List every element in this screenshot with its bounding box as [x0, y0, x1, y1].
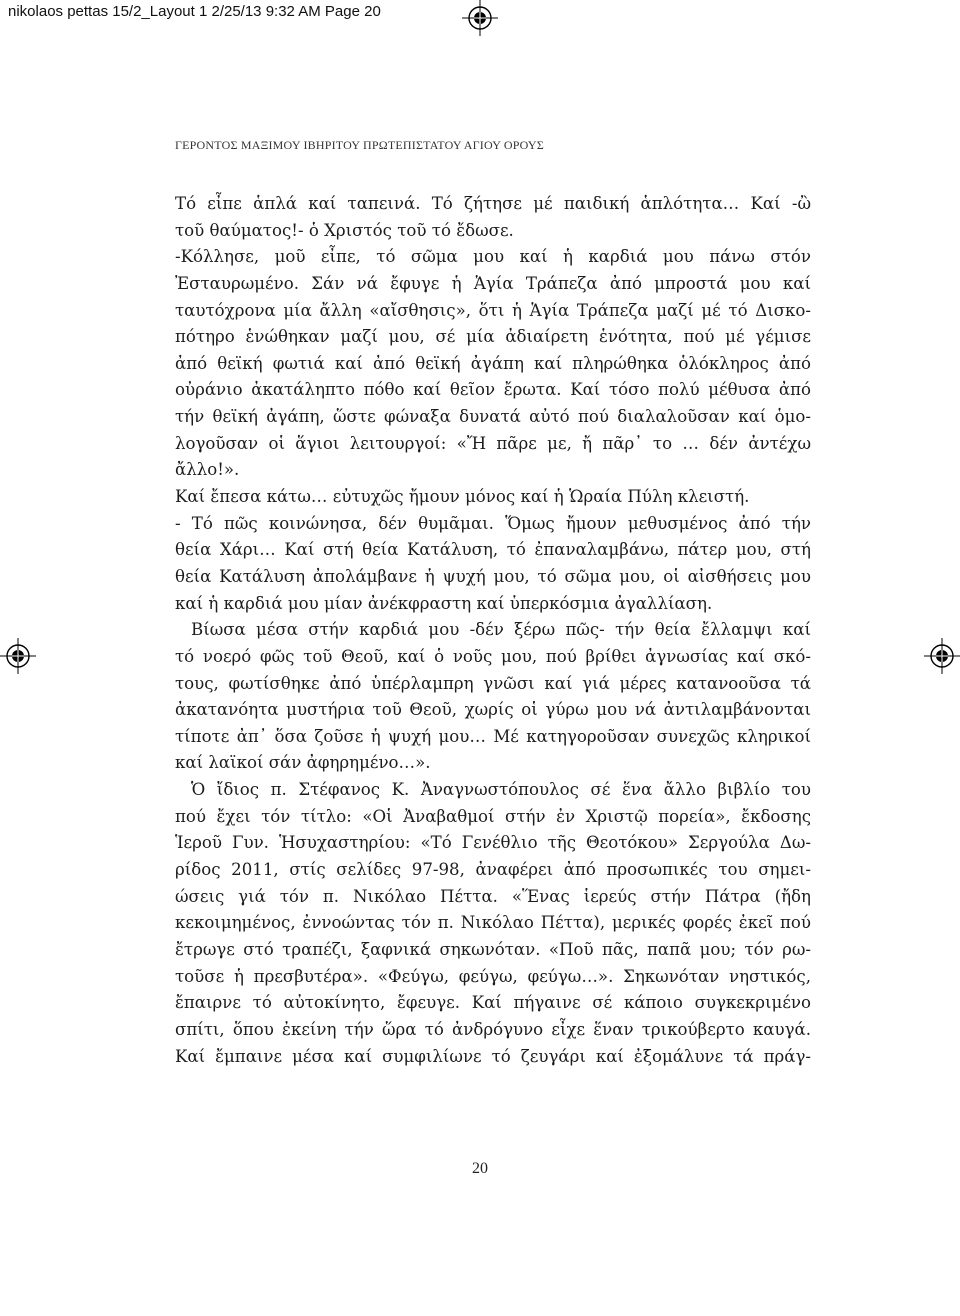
text-line: καί λαϊκοί σάν ἀφηρημένο…». — [175, 753, 431, 773]
text-line: οὐράνιο ἀκατάληπτο πόθο καί θεῖον ἔρωτα. Καί τόσο πολύ μέθυσα ἀπό — [175, 380, 811, 400]
text-line: θεία Χάρι… Καί στή θεία Κατάλυση, τό ἐπαναλαμβάνω, πάτερ μου, στή — [175, 540, 811, 560]
text-line: σπίτι, ὅπου ἐκείνη τήν ὥρα τό ἀνδρόγυνο εἶχε ἕναν τρικούβερτο καυγά. — [175, 1019, 811, 1039]
registration-mark-icon — [462, 0, 498, 36]
text-line: πότηρο ἑνώθηκαν μαζί μου, σέ μία ἀδιαίρετη ἑνότητα, πού μέ γέμισε — [175, 327, 811, 347]
text-line: ἔπαιρνε τό αὐτοκίνητο, ἔφευγε. Καί πήγαινε σέ κάποιο συγκεκριμένο — [175, 993, 811, 1013]
text-line: ἔτρωγε στό τραπέζι, ξαφνικά σηκωνόταν. «Ποῦ πᾶς, παπᾶ μου; τόν ρω- — [175, 939, 811, 959]
text-line: θεία Κατάλυση ἀπολάμβανε ἡ ψυχή μου, τό σῶμα μου, οἱ αἰσθήσεις μου — [175, 566, 811, 586]
text-line: - Τό πῶς κοινώνησα, δέν θυμᾶμαι. Ὅμως ἤμουν μεθυσμένος ἀπό τήν — [175, 513, 811, 533]
text-line: ώσεις γιά τόν π. Νικόλαο Πέττα. «Ἕνας ἱερεύς στήν Πάτρα (ἤδη — [175, 886, 811, 906]
registration-mark-icon — [0, 638, 36, 674]
text-line: τίποτε ἀπ᾽ ὅσα ζοῦσε ἡ ψυχή μου… Μέ κατηγοροῦσαν συνεχῶς κληρικοί — [175, 726, 811, 746]
text-line: ἀκατανόητα μυστήρια τοῦ Θεοῦ, χωρίς οἱ γύρω μου νά ἀντιλαμβάνονται — [175, 700, 811, 720]
text-line: ρίδος 2011, στίς σελίδες 97-98, ἀναφέρει ἀπό προσωπικές του σημει- — [175, 860, 811, 880]
registration-mark-icon — [924, 638, 960, 674]
text-line: τοῦ θαύματος!- ὁ Χριστός τοῦ τό ἔδωσε. — [175, 220, 514, 240]
text-line: Καί ἔμπαινε μέσα καί συμφιλίωνε τό ζευγάρι καί ἐξομάλυνε τά πράγ- — [175, 1046, 811, 1066]
text-line: κεκοιμημένος, ἐννοώντας τόν π. Νικόλαο Πέττα), μερικές φορές ἐκεῖ πού — [175, 913, 811, 933]
text-line: τους, φωτίσθηκε ἀπό ὑπέρλαμπρη γνῶσι καί γιά μέρες κατανοοῦσα τά — [175, 673, 811, 693]
text-line: Βίωσα μέσα στήν καρδιά μου -δέν ξέρω πῶς- τήν θεία ἔλλαμψι καί — [191, 620, 811, 640]
text-line: Τό εἶπε ἁπλά καί ταπεινά. Τό ζήτησε μέ παιδική ἁπλότητα… Καί -ὢ — [175, 194, 811, 213]
text-line: ἄλλο!». — [175, 460, 240, 480]
text-line: τοῦσε ἡ πρεσβυτέρα». «Φεύγω, φεύγω, φεύγω…». Σηκωνόταν νηστικός, — [175, 966, 811, 986]
text-line: Ὁ ἴδιος π. Στέφανος Κ. Ἀναγνωστόπουλος σέ ἕνα ἄλλο βιβλίο του — [191, 780, 811, 800]
text-line: ταυτόχρονα μία ἄλλη «αἴσθησις», ὅτι ἡ Ἁγία Τράπεζα μαζί μέ τό Δισκο- — [175, 300, 811, 320]
text-line: τήν θεϊκή ἀγάπη, ὥστε φώναξα δυνατά αὐτό πού διαλαλοῦσαν καί ὁμο- — [175, 407, 811, 427]
text-line: Ἐσταυρωμένο. Σάν νά ἔφυγε ἡ Ἁγία Τράπεζα ἀπό μπροστά μου καί — [175, 273, 811, 293]
running-head: ΓΕΡΟΝΤΟΣ ΜΑΞΙΜΟΥ ΙΒΗΡΙΤΟΥ ΠΡΩΤΕΠΙΣΤΑΤΟΥ ΑΓΙΟΥ ΟΡΟΥΣ — [175, 138, 544, 152]
body-text — [175, 191, 811, 1070]
text-line: ἀπό θεϊκή φωτιά καί ἀπό θεϊκή ἀγάπη καί πληρώθηκα ὁλόκληρος ἀπό — [175, 353, 811, 373]
print-slug-line: nikolaos pettas 15/2_Layout 1 2/25/13 9:32 AM Page 20 — [8, 3, 381, 20]
text-line: πού ἔχει τόν τίτλο: «Οἱ Ἀναβαθμοί στήν ἐν Χριστῷ πορεία», ἔκδοσης — [175, 806, 811, 826]
text-line: λογοῦσαν οἱ ἅγιοι λειτουργοί: «Ἤ πᾶρε με, ἤ πᾶρ᾽ το … δέν ἀντέχω — [175, 433, 811, 453]
text-line: καί ἡ καρδιά μου μίαν ἀνέκφραστη καί ὑπερκόσμια ἀγαλλίαση. — [175, 593, 713, 613]
page-number: 20 — [472, 1160, 488, 1177]
text-line: Ἱεροῦ Γυν. Ἡσυχαστηρίου: «Τό Γενέθλιο τῆς Θεοτόκου» Σεργούλα Δω- — [175, 833, 811, 853]
text-line: τό νοερό φῶς τοῦ Θεοῦ, καί ὁ νοῦς μου, πού βρίθει ἀγνωσίας καί σκό- — [175, 646, 811, 666]
text-line: -Κόλλησε, μοῦ εἶπε, τό σῶμα μου καί ἡ καρδιά μου πάνω στόν — [175, 247, 811, 267]
text-line: Καί ἔπεσα κάτω… εὐτυχῶς ἤμουν μόνος καί ἡ Ὡραία Πύλη κλειστή. — [175, 487, 750, 507]
